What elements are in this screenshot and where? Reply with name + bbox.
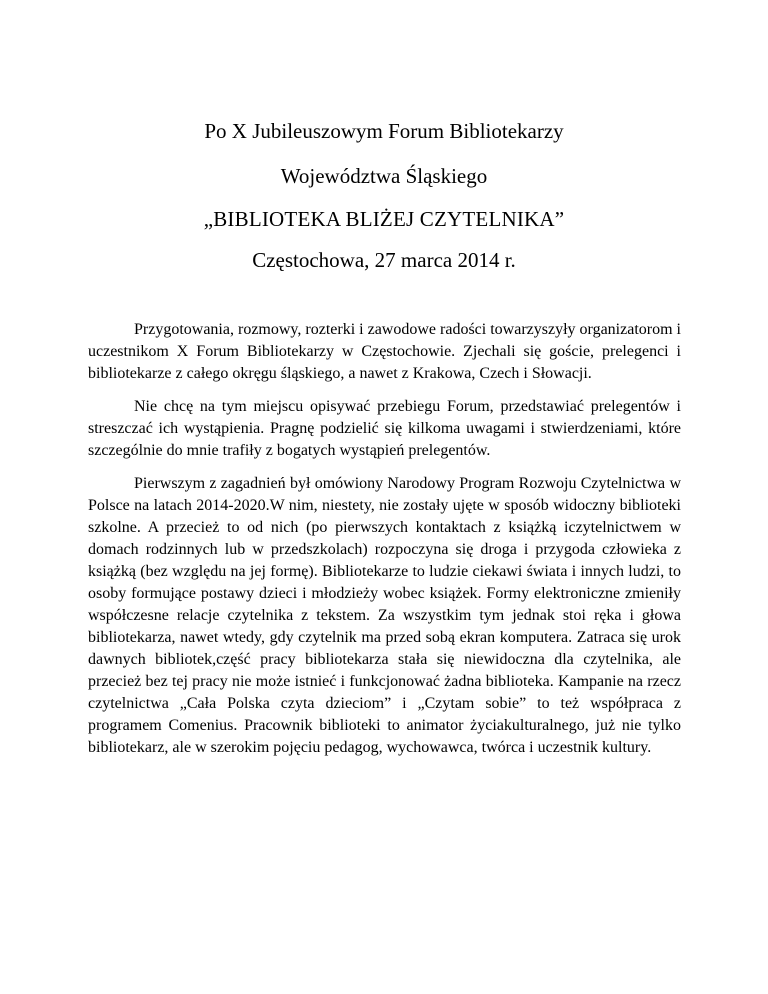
body-text: [88, 319, 681, 770]
title-line-4: Częstochowa, 27 marca 2014 r.: [252, 248, 516, 272]
paragraph-3: Pierwszym z zagadnień był omówiony Narodowy Program Rozwoju Czytelnictwa w Polsce na latach 2014-2020.W nim, niestety, nie zostały ujęte w sposób widoczny biblioteki szkolne. A przecież to od nich (po pierwszych kontaktach z książką iczytelnictwem w domach rodzinnych lub w przedszkolach) rozpoczyna się droga i przygoda człowieka z książką (bez względu na jej formę). Bibliotekarze to ludzie ciekawi świata i innych ludzi, to osoby formujące postawy dzieci i młodzieży wobec książek. Formy elektroniczne zmieniły współczesne relacje czytelnika z tekstem. Za wszystkim tym jednak stoi ręka i głowa bibliotekarza, nawet wtedy, gdy czytelnik ma przed sobą ekran komputera. Zatraca się urok dawnych bibliotek,część pracy bibliotekarza stała się niewidoczna dla czytelnika, ale przecież bez tej pracy nie może istnieć i funkcjonować żadna biblioteka. Kampanie na rzecz czytelnictwa „Cała Polska czyta dzieciom” i „Czytam sobie” to też współpraca z programem Comenius. Pracownik biblioteki to animator życiakulturalnego, już nie tylko bibliotekarz, ale w szerokim pojęciu pedagog, wychowawca, twórca i uczestnik kultury.: [88, 475, 681, 756]
title-line-2: Województwa Śląskiego: [280, 164, 488, 188]
title-line-1: Po X Jubileuszowym Forum Bibliotekarzy: [204, 119, 564, 143]
paragraph-1: Przygotowania, rozmowy, rozterki i zawodowe radości towarzyszyły organizatorom i uczestnikom X Forum Bibliotekarzy w Częstochowie. Zjechali się goście, prelegenci i bibliotekarze z całego okręgu śląskiego, a nawet z Krakowa, Czech i Słowacji.: [88, 321, 681, 382]
paragraph-2: Nie chcę na tym miejscu opisywać przebiegu Forum, przedstawiać prelegentów i streszczać ich wystąpienia. Pragnę podzielić się kilkoma uwagami i stwierdzeniami, które szczególnie do mnie trafiły z bogatych wystąpień prelegentów.: [88, 398, 681, 459]
title-line-3: „BIBLIOTEKA BLIŻEJ CZYTELNIKA”: [203, 207, 565, 231]
